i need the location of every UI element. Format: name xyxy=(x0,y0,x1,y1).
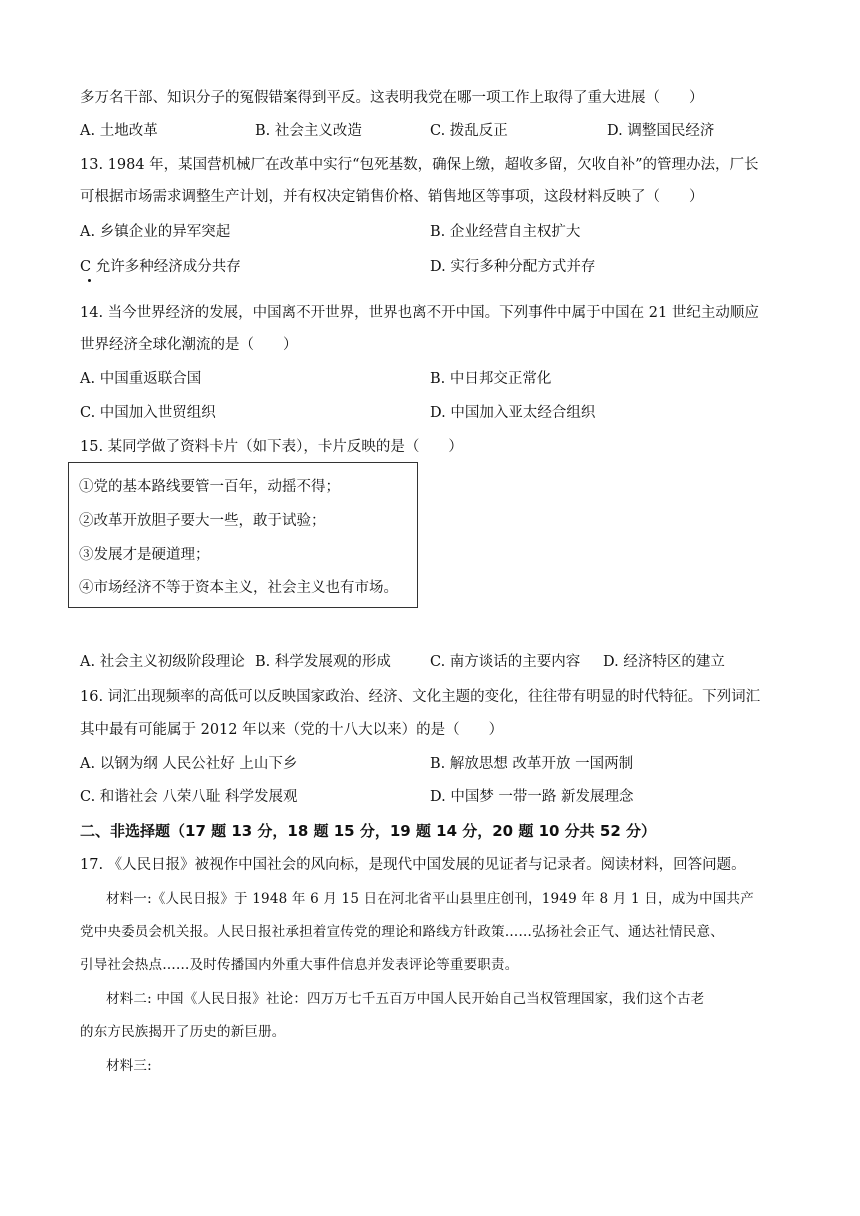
q14-option-c: C. 中国加入世贸组织 xyxy=(80,405,216,421)
q15-option-a: A. 社会主义初级阶段理论 xyxy=(80,654,245,670)
card-item-2: ②改革开放胆子要大一些，敢于试验； xyxy=(79,513,326,529)
q15-data-card xyxy=(68,462,418,608)
material-2-line2: 的东方民族揭开了历史的新巨册。 xyxy=(80,1024,286,1040)
q12-text: 多万名干部、知识分子的冤假错案得到平反。这表明我党在哪一项工作上取得了重大进展（ ） xyxy=(80,90,704,106)
q14-stem-line1: 14. 当今世界经济的发展，中国离不开世界，世界也离不开中国。下列事件中属于中国在 21 世纪主动顺应 xyxy=(80,305,759,321)
q14-option-d: D. 中国加入亚太经合组织 xyxy=(430,405,596,421)
q14-option-a: A. 中国重返联合国 xyxy=(80,371,202,387)
q16-stem-line2: 其中最有可能属于 2012 年以来（党的十八大以来）的是（ ） xyxy=(80,722,504,738)
q16-stem-line1: 16. 词汇出现频率的高低可以反映国家政治、经济、文化主题的变化，往往带有明显的时代特征。下列词汇 xyxy=(80,689,761,705)
material-1-line3: 引导社会热点……及时传播国内外重大事件信息并发表评论等重要职责。 xyxy=(80,957,519,973)
material-1-line1: 材料一:《人民日报》于 1948 年 6 月 15 日在河北省平山县里庄创刊，1949 年 8 月 1 日，成为中国共产 xyxy=(106,891,754,907)
q13-option-d: D. 实行多种分配方式并存 xyxy=(430,259,596,275)
q16-option-a: A. 以钢为纲 人民公社好 上山下乡 xyxy=(80,756,298,772)
q15-stem: 15. 某同学做了资料卡片（如下表），卡片反映的是（ ） xyxy=(80,439,463,455)
q12-option-d: D. 调整国民经济 xyxy=(607,123,715,139)
card-item-4: ④市场经济不等于资本主义，社会主义也有市场。 xyxy=(79,580,398,596)
q15-option-c: C. 南方谈话的主要内容 xyxy=(430,654,581,670)
q13-stem-line1: 13. 1984 年，某国营机械厂在改革中实行“包死基数，确保上缴，超收多留，欠收自补”的管理办法，厂长 xyxy=(80,157,759,173)
punctuation-dot xyxy=(88,279,91,282)
q13-option-b: B. 企业经营自主权扩大 xyxy=(430,224,581,240)
q12-option-c: C. 拨乱反正 xyxy=(430,123,508,139)
card-item-1: ①党的基本路线要管一百年，动摇不得； xyxy=(79,479,340,495)
q16-option-d: D. 中国梦 一带一路 新发展理念 xyxy=(430,789,634,805)
q15-option-b: B. 科学发展观的形成 xyxy=(255,654,391,670)
q13-stem-line2: 可根据市场需求调整生产计划，并有权决定销售价格、销售地区等事项，这段材料反映了（ ） xyxy=(80,189,704,205)
q14-option-b: B. 中日邦交正常化 xyxy=(430,371,552,387)
q15-option-d: D. 经济特区的建立 xyxy=(603,654,725,670)
card-item-3: ③发展才是硬道理； xyxy=(79,547,210,563)
q12-option-b: B. 社会主义改造 xyxy=(255,123,362,139)
material-3-label: 材料三: xyxy=(106,1058,152,1074)
q17-stem: 17. 《人民日报》被视作中国社会的风向标，是现代中国发展的见证者与记录者。阅读材料，回答问题。 xyxy=(80,857,746,873)
q14-stem-line2: 世界经济全球化潮流的是（ ） xyxy=(80,337,298,353)
q13-option-c: C 允许多种经济成分共存 xyxy=(80,259,241,275)
section-heading: 二、非选择题（17 题 13 分，18 题 15 分，19 题 14 分，20 题 10 分共 52 分） xyxy=(80,822,656,840)
q12-option-a: A. 土地改革 xyxy=(80,123,158,139)
q16-option-c: C. 和谐社会 八荣八耻 科学发展观 xyxy=(80,789,298,805)
q16-option-b: B. 解放思想 改革开放 一国两制 xyxy=(430,756,634,772)
material-1-line2: 党中央委员会机关报。人民日报社承担着宣传党的理论和路线方针政策……弘扬社会正气、通达社情民意、 xyxy=(80,924,724,940)
q13-option-a: A. 乡镇企业的异军突起 xyxy=(80,224,231,240)
material-2-line1: 材料二: 中国《人民日报》社论：四万万七千五百万中国人民开始自己当权管理国家，我们这个古老 xyxy=(106,991,705,1007)
